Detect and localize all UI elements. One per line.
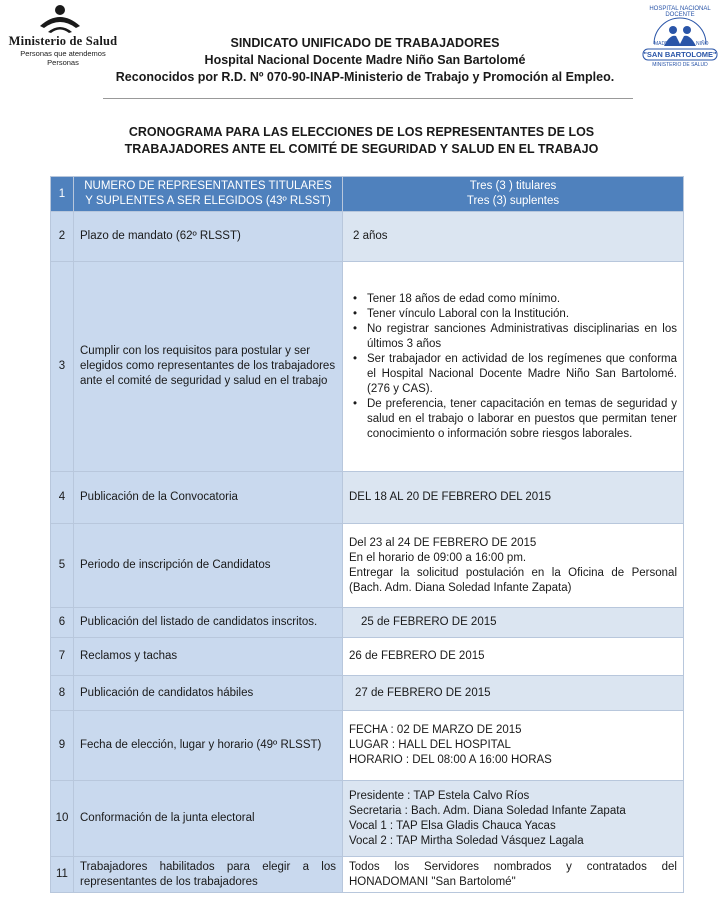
row-label: Plazo de mandato (62º RLSST) — [74, 212, 343, 262]
row-label: Publicación de candidatos hábiles — [74, 676, 343, 711]
list-item: • De preferencia, tener capacitación en temas de seguridad y salud en el trabajo o laborar en puestos que permitan tener conocimiento o información sobre riesgos laborales. — [367, 397, 677, 442]
row-value: 27 de FEBRERO DE 2015 — [343, 676, 684, 711]
list-item: • Tener 18 años de edad como mínimo. — [367, 292, 677, 307]
row-label: Publicación de la Convocatoria — [74, 472, 343, 524]
row-label: Reclamos y tachas — [74, 638, 343, 676]
row-number: 7 — [51, 638, 74, 676]
table-row — [51, 638, 684, 676]
logo-left-word: MADRE — [654, 41, 673, 47]
table-row — [51, 857, 684, 893]
header-divider — [103, 98, 633, 99]
row-value: Todos los Servidores nombrados y contratados del HONADOMANI "San Bartolomé" — [343, 857, 684, 893]
value-line: Tres (3 ) titulares — [469, 180, 557, 192]
row-label: Fecha de elección, lugar y horario (49º RLSST) — [74, 711, 343, 781]
row-number: 11 — [51, 857, 74, 893]
row-label: Periodo de inscripción de Candidatos — [74, 524, 343, 608]
recognition-line: Reconocidos por R.D. Nº 070-90-INAP-Ministerio de Trabajo y Promoción al Empleo. — [115, 70, 615, 84]
logo-right-word: NIÑO — [696, 41, 709, 47]
value-line: FECHA : 02 DE MARZO DE 2015 — [349, 724, 522, 736]
row-number: 5 — [51, 524, 74, 608]
row-value: 26 de FEBRERO DE 2015 — [343, 638, 684, 676]
row-value: 2 años — [343, 212, 684, 262]
value-line: Vocal 2 : TAP Mirtha Soledad Vásquez Lagala — [349, 834, 584, 847]
row-label: Conformación de la junta electoral — [74, 781, 343, 857]
value-line: Entregar la solicitud postulación en la Oficina de Personal (Bach. Adm. Diana Soledad Infante Zapata) — [349, 566, 677, 594]
list-item: • Ser trabajador en actividad de los regímenes que conforma el Hospital Nacional Docente Madre Niño San Bartolomé. (276 y CAS). — [367, 352, 677, 397]
row-value — [343, 781, 684, 857]
schedule-table — [50, 176, 684, 893]
table-row — [51, 524, 684, 608]
list-item: • Tener vínculo Laboral con la Institución. — [367, 307, 677, 322]
row-label: Publicación del listado de candidatos inscritos. — [74, 608, 343, 638]
value-line: HORARIO : DEL 08:00 A 16:00 HORAS — [349, 754, 552, 766]
row-label: Trabajadores habilitados para elegir a los representantes de los trabajadores — [74, 857, 343, 893]
hospital-name: Hospital Nacional Docente Madre Niño San Bartolomé — [204, 53, 526, 67]
table-row — [51, 676, 684, 711]
row-value: 25 de FEBRERO DE 2015 — [343, 608, 684, 638]
value-line: En el horario de 09:00 a 16:00 pm. — [349, 551, 527, 564]
hospital-logo-ministry: MINISTERIO DE SALUD — [652, 62, 708, 68]
table-row — [51, 262, 684, 472]
row-value — [343, 177, 684, 212]
row-number: 2 — [51, 212, 74, 262]
row-number: 1 — [51, 177, 74, 212]
value-line: Vocal 1 : TAP Elsa Gladis Chauca Yacas — [349, 819, 556, 832]
row-label: NUMERO DE REPRESENTANTES TITULARES Y SUPLENTES A SER ELEGIDOS (43º RLSST) — [74, 177, 343, 212]
row-number: 10 — [51, 781, 74, 857]
table-row — [51, 177, 684, 212]
table-row — [51, 472, 684, 524]
title-line-1: CRONOGRAMA PARA LAS ELECCIONES DE LOS REPRESENTANTES DE LOS — [128, 125, 595, 139]
row-number: 9 — [51, 711, 74, 781]
row-number: 3 — [51, 262, 74, 472]
hospital-logo-name: "SAN BARTOLOME" — [643, 50, 717, 59]
hospital-logo-top: HOSPITAL NACIONAL DOCENTE — [649, 6, 711, 18]
document-title — [60, 124, 663, 158]
row-value — [343, 262, 684, 472]
row-value: DEL 18 AL 20 DE FEBRERO DEL 2015 — [343, 472, 684, 524]
row-number: 6 — [51, 608, 74, 638]
row-number: 4 — [51, 472, 74, 524]
value-line: Presidente : TAP Estela Calvo Ríos — [349, 789, 530, 802]
table-row — [51, 711, 684, 781]
table-row — [51, 608, 684, 638]
table-row — [51, 212, 684, 262]
document-header — [100, 35, 630, 86]
requirements-list — [349, 292, 677, 442]
hospital-logo — [640, 4, 720, 74]
ministerio-title: Ministerio de Salud — [8, 34, 118, 48]
list-item: • No registrar sanciones Administrativas disciplinarias en los últimos 3 años — [367, 322, 677, 352]
value-line: LUGAR : HALL DEL HOSPITAL — [349, 739, 511, 751]
ministerio-subtitle: Personas que atendemos Personas — [20, 49, 106, 67]
value-line: Secretaria : Bach. Adm. Diana Soledad Infante Zapata — [349, 804, 626, 817]
people-logo-icon — [38, 4, 82, 34]
row-value — [343, 524, 684, 608]
union-name: SINDICATO UNIFICADO DE TRABAJADORES — [230, 36, 500, 50]
value-line: Tres (3) suplentes — [466, 195, 560, 207]
row-number: 8 — [51, 676, 74, 711]
value-line: Del 23 al 24 DE FEBRERO DE 2015 — [349, 536, 537, 549]
row-label: Cumplir con los requisitos para postular y ser elegidos como representantes de los trabajadores ante el comité de seguridad y salud en el trabajo — [74, 262, 343, 472]
title-line-2: TRABAJADORES ANTE EL COMITÉ DE SEGURIDAD Y SALUD EN EL TRABAJO — [124, 142, 599, 156]
table-row — [51, 781, 684, 857]
row-value — [343, 711, 684, 781]
